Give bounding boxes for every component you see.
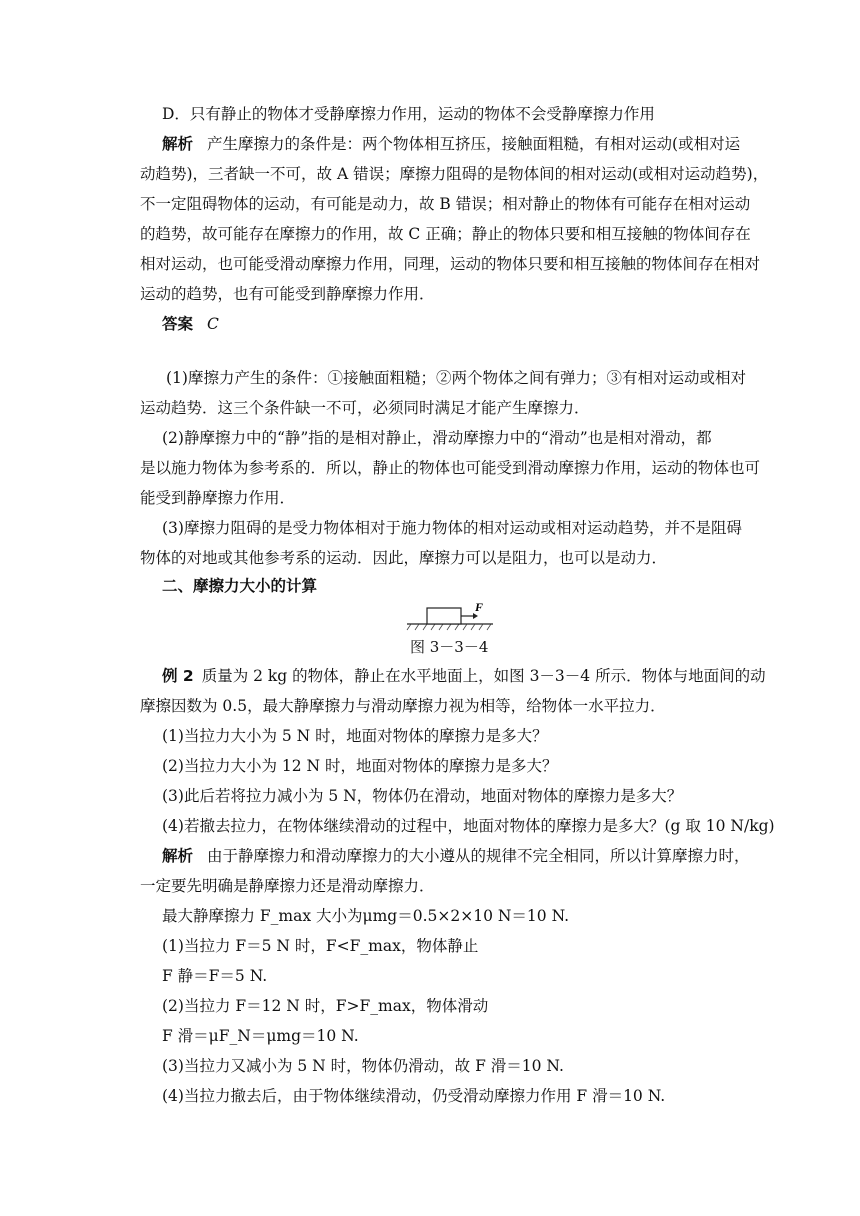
option-d: D．只有静止的物体才受静摩擦力作用，运动的物体不会受静摩擦力作用	[162, 105, 655, 123]
solution-line: 解析 由于静摩擦力和滑动摩擦力的大小遵从的规律不完全相同，所以计算摩擦力时，	[162, 847, 750, 865]
analysis-line: 解析 产生摩擦力的条件是：两个物体相互挤压，接触面粗糙，有相对运动(或相对运	[162, 135, 741, 153]
note-line: 能受到静摩擦力作用．	[140, 489, 296, 507]
section-title: 二、摩擦力大小的计算	[162, 577, 318, 595]
figure-caption: 图 3－3－4	[410, 638, 489, 656]
solution-line: 一定要先明确是静摩擦力还是滑动摩擦力．	[140, 877, 435, 895]
block-on-ground-figure	[405, 600, 495, 634]
solution-line: F 静＝F＝5 N.	[162, 967, 268, 985]
solution-line: 最大静摩擦力 F_max 大小为μmg＝0.5×2×10 N＝10 N.	[162, 907, 570, 925]
analysis-line: 的趋势，故可能存在摩擦力的作用，故 C 正确；静止的物体只要和相互接触的物体间存在	[140, 225, 751, 243]
block	[427, 608, 461, 624]
solution-line: (1)当拉力 F＝5 N 时，F<F_max，物体静止	[162, 937, 479, 955]
solution-line: (2)当拉力 F＝12 N 时，F>F_max，物体滑动	[162, 997, 489, 1015]
example-line: (3)此后若将拉力减小为 5 N，物体仍在滑动，地面对物体的摩擦力是多大？	[162, 787, 683, 805]
example-line: (2)当拉力大小为 12 N 时，地面对物体的摩擦力是多大？	[162, 757, 558, 775]
note-line: (2)静摩擦力中的“静”指的是相对静止，滑动摩擦力中的“滑动”也是相对滑动，都	[162, 429, 712, 447]
solution-line: (3)当拉力又减小为 5 N 时，物体仍滑动，故 F 滑＝10 N.	[162, 1057, 564, 1075]
answer-value: C	[207, 315, 219, 333]
analysis-line: 动趋势)，三者缺一不可，故 A 错误；摩擦力阻碍的是物体间的相对运动(或相对运动趋势)，	[140, 165, 769, 183]
example-line: (1)当拉力大小为 5 N 时，地面对物体的摩擦力是多大？	[162, 727, 548, 745]
note-line: 物体的对地或其他参考系的运动．因此，摩擦力可以是阻力，也可以是动力．	[140, 549, 668, 567]
solution-label: 解析	[162, 847, 194, 865]
ground-hatching	[407, 624, 491, 630]
example-line: (4)若撤去拉力，在物体继续滑动的过程中，地面对物体的摩擦力是多大？(g 取 10 N/kg)	[162, 817, 775, 835]
note-line: (1)摩擦力产生的条件：①接触面粗糙；②两个物体之间有弹力；③有相对运动或相对	[166, 369, 746, 387]
solution-line: (4)当拉力撤去后，由于物体继续滑动，仍受滑动摩擦力作用 F 滑＝10 N.	[162, 1087, 666, 1105]
example-label: 例 2	[162, 667, 194, 685]
solution-line: F 滑＝μF_N＝μmg＝10 N.	[162, 1027, 359, 1045]
force-label: F	[475, 600, 484, 614]
analysis-label: 解析	[162, 135, 194, 153]
example-line: 例 2 质量为 2 kg 的物体，静止在水平地面上，如图 3－3－4 所示．物体与地面间的动	[162, 667, 766, 685]
analysis-line: 相对运动，也可能受滑动摩擦力作用，同理，运动的物体只要和相互接触的物体间存在相对	[140, 255, 761, 273]
analysis-line: 不一定阻碍物体的运动，有可能是动力，故 B 错误；相对静止的物体有可能存在相对运动	[140, 195, 751, 213]
answer-line	[162, 314, 219, 334]
note-line: (3)摩擦力阻碍的是受力物体相对于施力物体的相对运动或相对运动趋势，并不是阻碍	[162, 519, 742, 537]
analysis-line: 运动的趋势，也有可能受到静摩擦力作用．	[140, 285, 435, 303]
example-line: 摩擦因数为 0.5，最大静摩擦力与滑动摩擦力视为相等，给物体一水平拉力．	[140, 697, 666, 715]
note-line: 运动趋势．这三个条件缺一不可，必须同时满足才能产生摩擦力．	[140, 399, 590, 417]
answer-label: 答案	[162, 315, 194, 333]
note-line: 是以施力物体为参考系的．所以，静止的物体也可能受到滑动摩擦力作用，运动的物体也可	[140, 459, 761, 477]
